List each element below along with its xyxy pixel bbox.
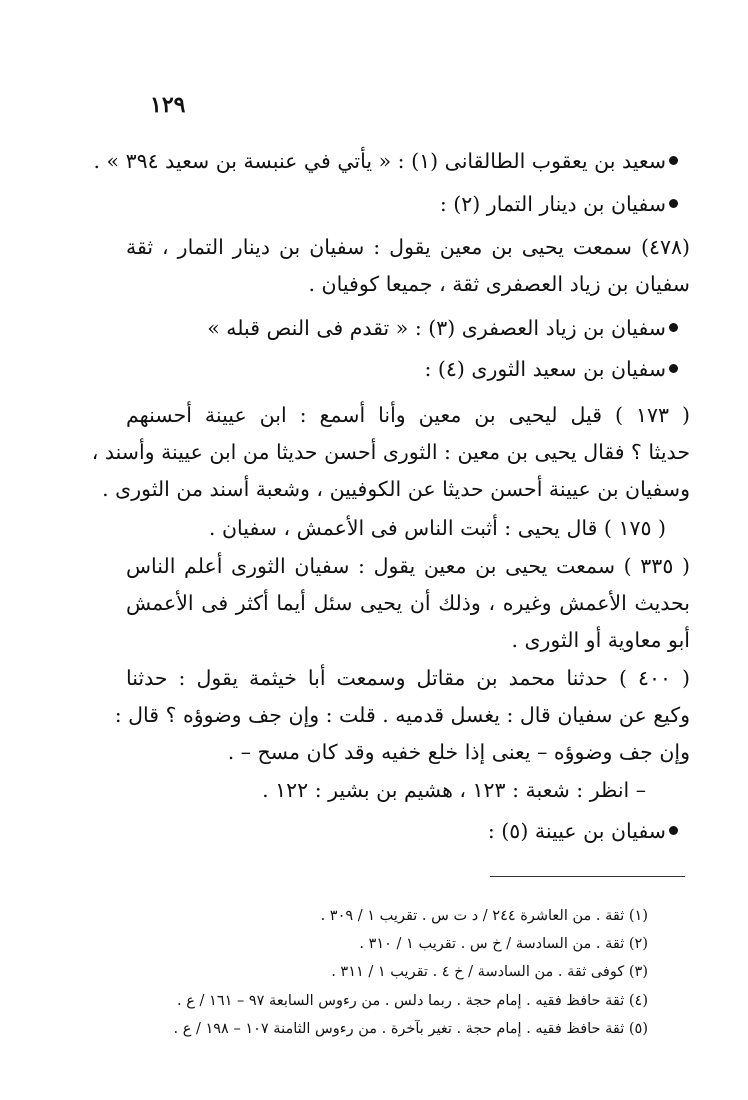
bullet-4 bbox=[669, 364, 678, 373]
text-line: وسفيان بن عيينة أحسن حديثا عن الكوفيين ، وشعبة أسند من الثورى . bbox=[102, 477, 690, 501]
footnote-5: (٥) ثقة حافظ فقيه . إمام حجة . تغير بآخرة . من رءوس الثامنة ١٠٧ – ١٩٨ / ع . bbox=[173, 1021, 648, 1037]
bullet-1 bbox=[669, 156, 678, 165]
footnote-1: (١) ثقة . من العاشرة ٢٤٤ / د ت س . تقريب ١ / ٣٠٩ . bbox=[320, 908, 648, 924]
bullet-2 bbox=[669, 199, 678, 208]
entry-sufyan-ibn-uyayna: سفيان بن عيينة (٥) : bbox=[487, 819, 666, 843]
footnote-2: (٢) ثقة . من السادسة / خ س . تقريب ١ / ٣١٠ . bbox=[359, 936, 648, 952]
footnote-3: (٣) كوفى ثقة . من السادسة / خ ٤ . تقريب ١ / ٣١١ . bbox=[331, 964, 648, 980]
text-line: (٤٧٨) سمعت يحيى بن معين يقول : سفيان بن دينار التمار ، ثقة bbox=[126, 235, 690, 259]
bullet-3 bbox=[669, 323, 678, 332]
footnote-divider bbox=[490, 876, 685, 877]
text-line: ( ٣٣٥ ) سمعت يحيى بن معين يقول : سفيان الثورى أعلم الناس bbox=[126, 554, 690, 578]
text-line: وإن جف وضوؤه – يعنى إذا خلع خفيه وقد كان مسح – . bbox=[227, 740, 690, 764]
text-line: ( ٤٠٠ ) حدثنا محمد بن مقاتل وسمعت أبا خيثمة يقول : حدثنا bbox=[126, 666, 691, 690]
footnote-4: (٤) ثقة حافظ فقيه . إمام حجة . ربما دلس . من رءوس السابعة ٩٧ – ١٦١ / ع . bbox=[177, 993, 648, 1009]
text-line: سفيان بن زياد العصفرى ثقة ، جميعا كوفيان . bbox=[308, 272, 690, 296]
text-line: ( ١٧٣ ) قيل ليحيى بن معين وأنا أسمع : ابن عيينة أحسنهم bbox=[126, 403, 690, 427]
text-line: ( ١٧٥ ) قال يحيى : أثبت الناس فى الأعمش ، سفيان . bbox=[208, 516, 666, 540]
entry-said-ibn-yaqub: سعيد بن يعقوب الطالقانى (١) : « يأتي في عنبسة بن سعيد ٣٩٤ » . bbox=[93, 149, 666, 173]
text-line: حديثا ؟ فقال يحيى بن معين : الثورى أحسن حديثا من ابن عيينة وأسند ، bbox=[91, 440, 690, 464]
text-line: بحديث الأعمش وغيره ، وذلك أن يحيى سئل أيما أكثر فى الأعمش bbox=[126, 591, 690, 615]
text-line: وكيع عن سفيان قال : يغسل قدميه . قلت : وإن جف وضوؤه ؟ قال : bbox=[114, 703, 690, 727]
entry-sufyan-ibn-dinar: سفيان بن دينار التمار (٢) : bbox=[439, 192, 666, 216]
page-number: ١٢٩ bbox=[150, 92, 186, 118]
entry-sufyan-ibn-ziyad: سفيان بن زياد العصفرى (٣) : « تقدم فى النص قبله » bbox=[207, 316, 666, 340]
bullet-5 bbox=[669, 826, 678, 835]
text-line: أبو معاوية أو الثورى . bbox=[511, 628, 690, 652]
entry-sufyan-al-thawri: سفيان بن سعيد الثورى (٤) : bbox=[424, 357, 666, 381]
cross-reference: – انظر : شعبة : ١٢٣ ، هشيم بن بشير : ١٢٢ . bbox=[262, 778, 646, 802]
